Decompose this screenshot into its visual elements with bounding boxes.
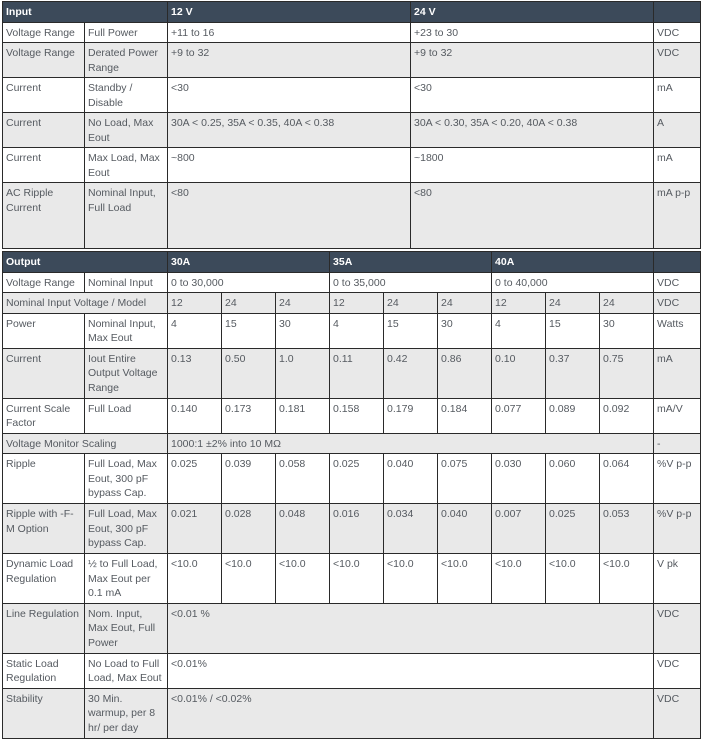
condition-cell: Full Load, Max Eout, 300 pF bypass Cap. [85, 454, 168, 504]
value-cell: 0.039 [222, 454, 276, 504]
output-col-unit [654, 252, 701, 273]
value-cell: 1000:1 ±2% into 10 MΩ [168, 433, 654, 454]
table-row [3, 148, 701, 183]
value-cell: 15 [222, 313, 276, 348]
unit-cell: VDC [654, 653, 701, 688]
value-cell: +9 to 32 [411, 43, 654, 78]
value-cell: 0.058 [276, 454, 330, 504]
param-cell: Dynamic Load Regulation [3, 554, 85, 604]
param-cell: Line Regulation [3, 603, 85, 653]
param-cell: Nominal Input Voltage / Model [3, 293, 168, 314]
unit-cell: VDC [654, 293, 701, 314]
value-cell: <30 [411, 78, 654, 113]
value-cell: <0.01% [168, 653, 654, 688]
value-cell: 0.089 [546, 398, 600, 433]
value-cell: 0.13 [168, 348, 222, 398]
unit-cell: - [654, 433, 701, 454]
value-cell: ~1800 [411, 148, 654, 183]
condition-cell: Max Load, Max Eout [85, 148, 168, 183]
value-cell: <0.01 % [168, 603, 654, 653]
input-col-unit [654, 2, 701, 23]
value-cell: <10.0 [438, 554, 492, 604]
value-cell: 0.034 [384, 504, 438, 554]
input-spec-table [2, 1, 701, 249]
value-cell: 0 to 40,000 [492, 272, 654, 293]
condition-cell: Nominal Input [85, 272, 168, 293]
value-cell: 0.37 [546, 348, 600, 398]
table-row [3, 433, 701, 454]
value-cell: 0.10 [492, 348, 546, 398]
unit-cell: V pk [654, 554, 701, 604]
value-cell: 0.42 [384, 348, 438, 398]
condition-cell: ½ to Full Load, Max Eout per 0.1 mA [85, 554, 168, 604]
value-cell: 0.064 [600, 454, 654, 504]
condition-cell: Full Load, Max Eout, 300 pF bypass Cap. [85, 504, 168, 554]
value-cell: 30 [600, 313, 654, 348]
value-cell: +9 to 32 [168, 43, 411, 78]
unit-cell: Watts [654, 313, 701, 348]
param-cell: Stability [3, 688, 85, 738]
value-cell: 0.092 [600, 398, 654, 433]
value-cell: 4 [168, 313, 222, 348]
value-cell: 24 [222, 293, 276, 314]
value-cell: <10.0 [546, 554, 600, 604]
unit-cell: A [654, 113, 701, 148]
param-cell: Power [3, 313, 85, 348]
output-section-title: Output [3, 252, 168, 273]
table-row [3, 554, 701, 604]
condition-cell: Nominal Input, Max Eout [85, 313, 168, 348]
condition-cell: Full Load [85, 398, 168, 433]
value-cell: 30A < 0.30, 35A < 0.20, 40A < 0.38 [411, 113, 654, 148]
value-cell: 12 [168, 293, 222, 314]
value-cell: 24 [546, 293, 600, 314]
value-cell: 0.86 [438, 348, 492, 398]
value-cell: <30 [168, 78, 411, 113]
input-section-title: Input [3, 2, 168, 23]
value-cell: 12 [492, 293, 546, 314]
value-cell: 0.007 [492, 504, 546, 554]
table-row [3, 43, 701, 78]
value-cell: <10.0 [330, 554, 384, 604]
param-cell: Voltage Range [3, 22, 85, 43]
value-cell: 0.060 [546, 454, 600, 504]
table-row [3, 653, 701, 688]
output-col-30a: 30A [168, 252, 330, 273]
value-cell: 30 [438, 313, 492, 348]
unit-cell: mA [654, 78, 701, 113]
value-cell: 0.021 [168, 504, 222, 554]
unit-cell: mA [654, 148, 701, 183]
value-cell: <80 [168, 183, 411, 249]
condition-cell: Full Power [85, 22, 168, 43]
unit-cell: mA p-p [654, 183, 701, 249]
table-row [3, 272, 701, 293]
value-cell: 15 [546, 313, 600, 348]
value-cell: <10.0 [276, 554, 330, 604]
table-row [3, 398, 701, 433]
value-cell: 0.181 [276, 398, 330, 433]
value-cell: <10.0 [222, 554, 276, 604]
value-cell: 24 [276, 293, 330, 314]
param-cell: Current [3, 348, 85, 398]
unit-cell: VDC [654, 272, 701, 293]
value-cell: <0.01% / <0.02% [168, 688, 654, 738]
param-cell: Static Load Regulation [3, 653, 85, 688]
param-cell: Voltage Range [3, 43, 85, 78]
param-cell: Current [3, 113, 85, 148]
table-row [3, 313, 701, 348]
output-col-40a: 40A [492, 252, 654, 273]
value-cell: 0.053 [600, 504, 654, 554]
value-cell: <10.0 [492, 554, 546, 604]
value-cell: +23 to 30 [411, 22, 654, 43]
value-cell: 24 [600, 293, 654, 314]
value-cell: 0.75 [600, 348, 654, 398]
value-cell: 4 [330, 313, 384, 348]
value-cell: 0.040 [384, 454, 438, 504]
table-row [3, 113, 701, 148]
value-cell: 0.025 [546, 504, 600, 554]
unit-cell: mA/V [654, 398, 701, 433]
value-cell: 0.028 [222, 504, 276, 554]
output-spec-table [2, 251, 701, 739]
param-cell: Current Scale Factor [3, 398, 85, 433]
param-cell: Ripple with -F-M Option [3, 504, 85, 554]
table-row [3, 348, 701, 398]
table-row [3, 688, 701, 738]
value-cell: 0.016 [330, 504, 384, 554]
input-col-12v: 12 V [168, 2, 411, 23]
table-row [3, 504, 701, 554]
value-cell: 0.50 [222, 348, 276, 398]
unit-cell: mA [654, 348, 701, 398]
value-cell: 12 [330, 293, 384, 314]
param-cell: Current [3, 78, 85, 113]
value-cell: 0.040 [438, 504, 492, 554]
value-cell: 30A < 0.25, 35A < 0.35, 40A < 0.38 [168, 113, 411, 148]
value-cell: 0.179 [384, 398, 438, 433]
value-cell: 0.048 [276, 504, 330, 554]
condition-cell: No Load, Max Eout [85, 113, 168, 148]
input-col-24v: 24 V [411, 2, 654, 23]
table-row [3, 22, 701, 43]
unit-cell: VDC [654, 43, 701, 78]
table-row [3, 603, 701, 653]
value-cell: 0.025 [168, 454, 222, 504]
condition-cell: Standby / Disable [85, 78, 168, 113]
value-cell: 24 [438, 293, 492, 314]
value-cell: 0.030 [492, 454, 546, 504]
value-cell: 30 [276, 313, 330, 348]
value-cell: <10.0 [168, 554, 222, 604]
unit-cell: %V p-p [654, 454, 701, 504]
table-row [3, 454, 701, 504]
value-cell: 4 [492, 313, 546, 348]
condition-cell: Nom. Input, Max Eout, Full Power [85, 603, 168, 653]
value-cell: 0 to 30,000 [168, 272, 330, 293]
value-cell: 24 [384, 293, 438, 314]
condition-cell: No Load to Full Load, Max Eout [85, 653, 168, 688]
value-cell: 1.0 [276, 348, 330, 398]
param-cell: Voltage Monitor Scaling [3, 433, 168, 454]
param-cell: Current [3, 148, 85, 183]
output-header-row [3, 252, 701, 273]
value-cell: +11 to 16 [168, 22, 411, 43]
condition-cell: Nominal Input, Full Load [85, 183, 168, 249]
param-cell: Ripple [3, 454, 85, 504]
table-row [3, 78, 701, 113]
value-cell: 0.11 [330, 348, 384, 398]
value-cell: 15 [384, 313, 438, 348]
value-cell: 0.184 [438, 398, 492, 433]
value-cell: 0.075 [438, 454, 492, 504]
value-cell: <80 [411, 183, 654, 249]
unit-cell: VDC [654, 603, 701, 653]
table-row [3, 293, 701, 314]
unit-cell: %V p-p [654, 504, 701, 554]
value-cell: 0.025 [330, 454, 384, 504]
value-cell: 0 to 35,000 [330, 272, 492, 293]
value-cell: 0.173 [222, 398, 276, 433]
value-cell: 0.077 [492, 398, 546, 433]
param-cell: Voltage Range [3, 272, 85, 293]
value-cell: ~800 [168, 148, 411, 183]
input-header-row [3, 2, 701, 23]
unit-cell: VDC [654, 688, 701, 738]
value-cell: <10.0 [600, 554, 654, 604]
table-row [3, 183, 701, 249]
unit-cell: VDC [654, 22, 701, 43]
value-cell: 0.140 [168, 398, 222, 433]
condition-cell: Iout Entire Output Voltage Range [85, 348, 168, 398]
condition-cell: 30 Min. warmup, per 8 hr/ per day [85, 688, 168, 738]
value-cell: 0.158 [330, 398, 384, 433]
output-col-35a: 35A [330, 252, 492, 273]
param-cell: AC Ripple Current [3, 183, 85, 249]
value-cell: <10.0 [384, 554, 438, 604]
condition-cell: Derated Power Range [85, 43, 168, 78]
